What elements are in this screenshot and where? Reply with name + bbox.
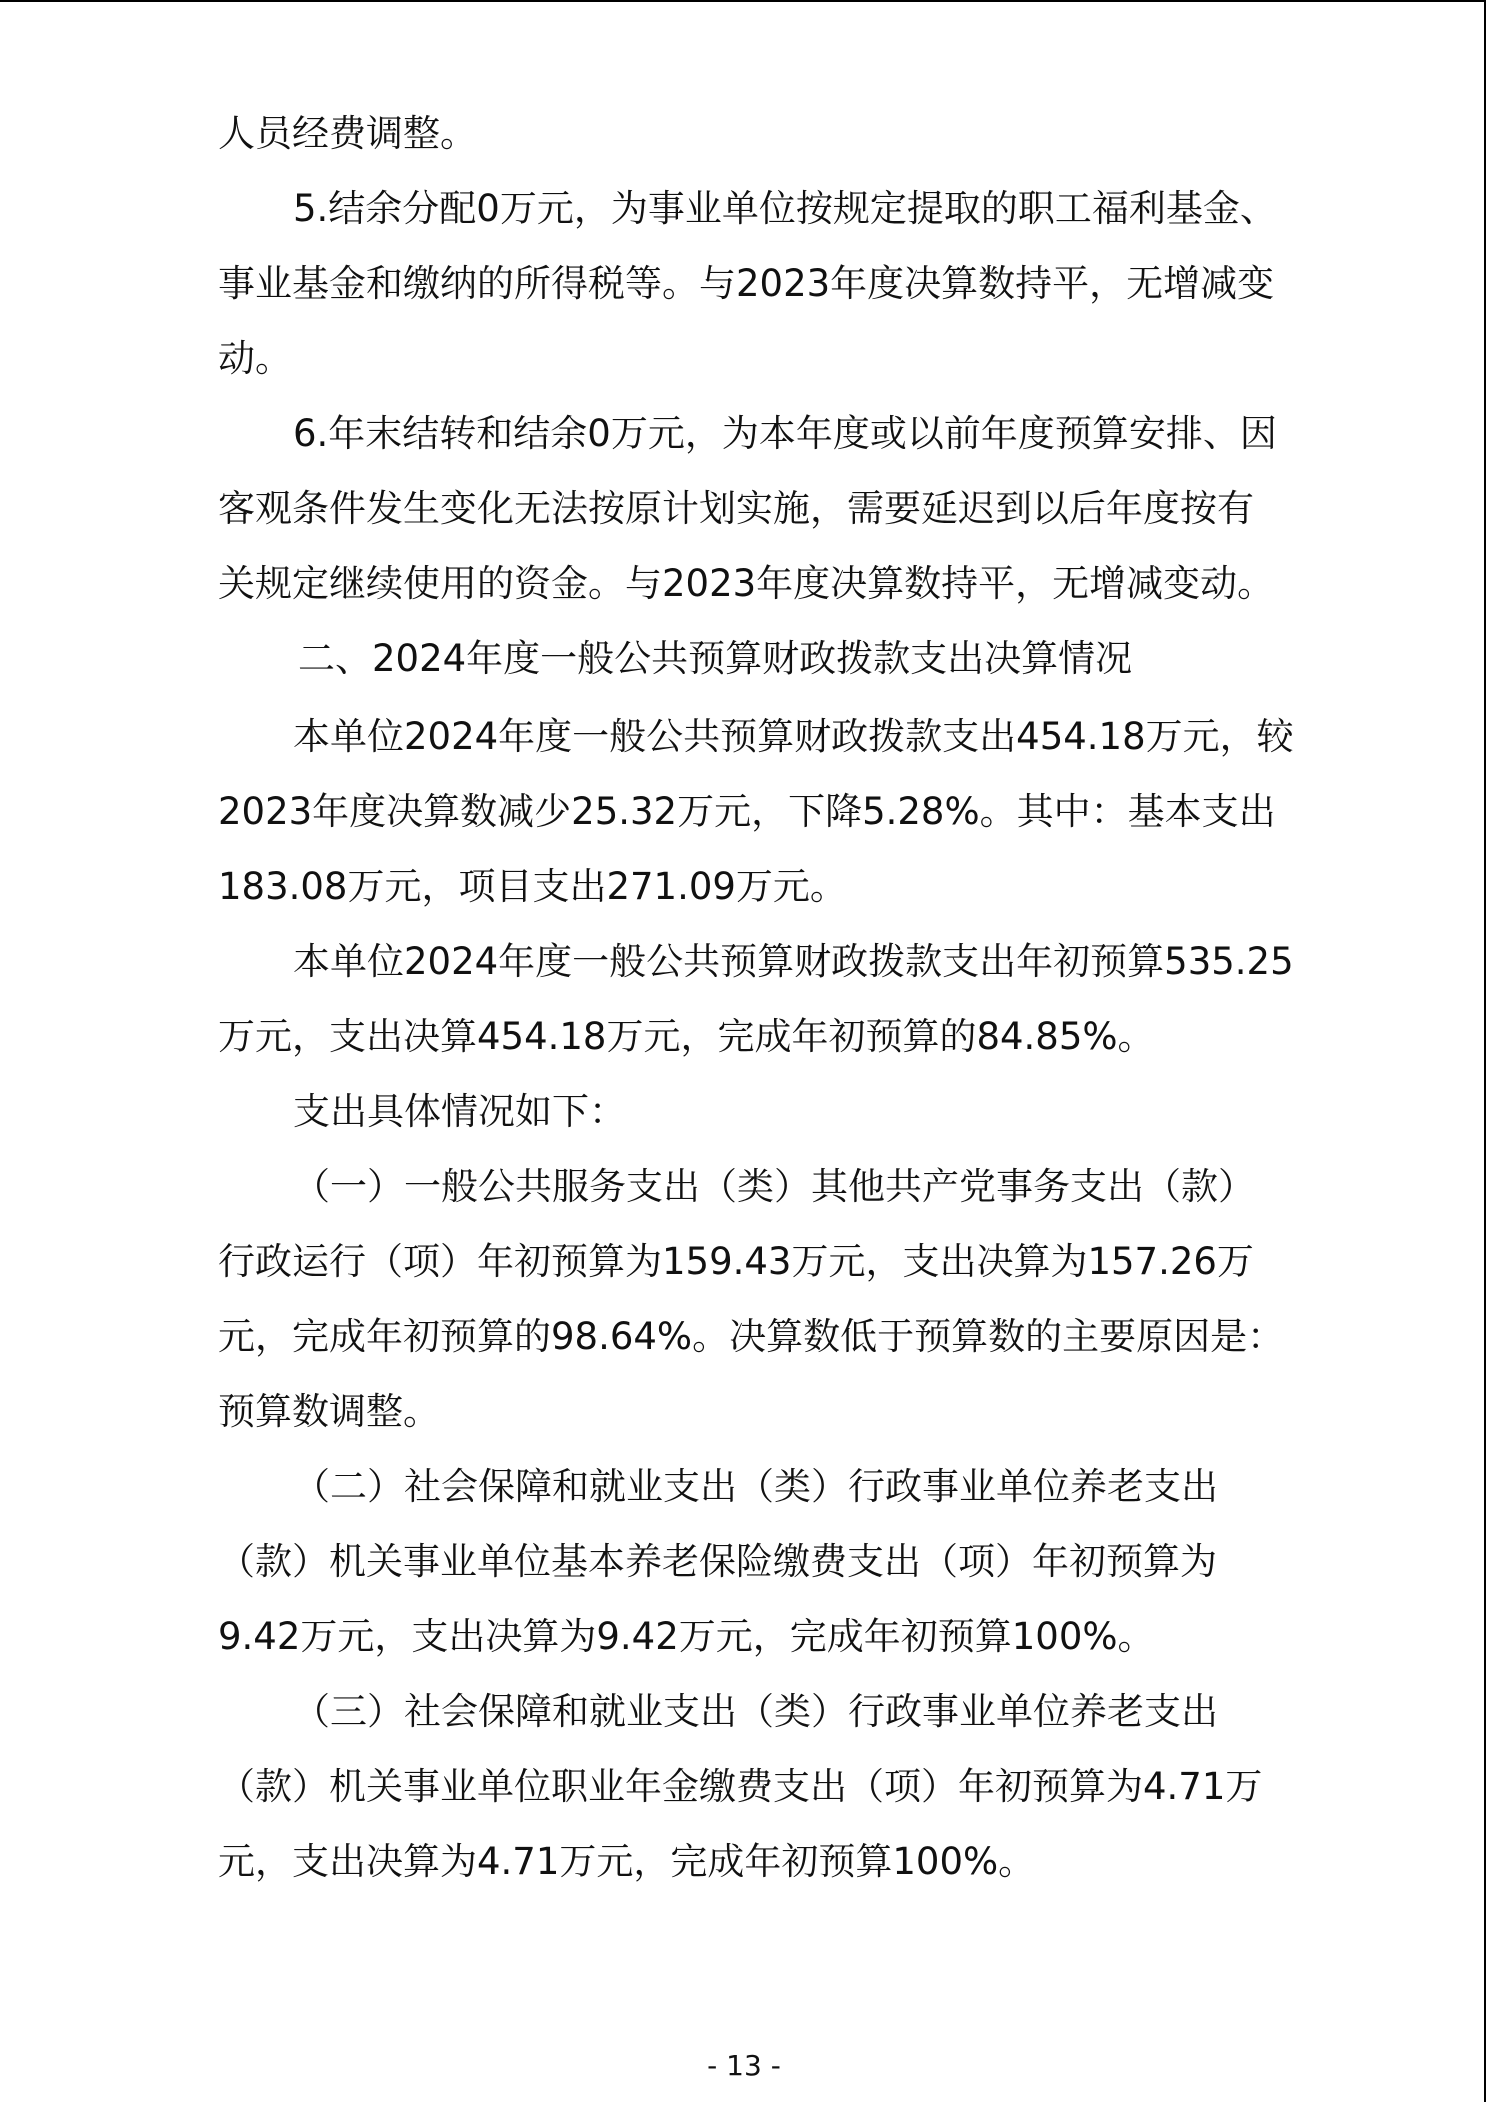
- paragraph-item-1: [218, 1149, 1288, 1449]
- text-line: 动。: [218, 337, 292, 380]
- text-line: 关规定继续使用的资金。与2023年度决算数持平，无增减变动。: [218, 562, 1275, 605]
- text-line: （款）机关事业单位基本养老保险缴费支出（项）年初预算为: [218, 1540, 1217, 1583]
- text-line: 元，完成年初预算的98.64%。决算数低于预算数的主要原因是：: [218, 1315, 1285, 1358]
- text-line: 5.结余分配0万元，为事业单位按规定提取的职工福利基金、: [293, 187, 1277, 230]
- text-line: 客观条件发生变化无法按原计划实施，需要延迟到以后年度按有: [218, 487, 1254, 530]
- text-line: 183.08万元，项目支出271.09万元。: [218, 865, 847, 908]
- text-line: 6.年末结转和结余0万元，为本年度或以前年度预算安排、因: [293, 412, 1277, 455]
- text-line: 本单位2024年度一般公共预算财政拨款支出年初预算535.25: [293, 940, 1294, 983]
- page-number: - 13 -: [707, 2049, 781, 2082]
- paragraph-budget-completion: [218, 924, 1294, 1074]
- text-line: 本单位2024年度一般公共预算财政拨款支出454.18万元，较: [293, 715, 1294, 758]
- text-line: 2023年度决算数减少25.32万元，下降5.28%。其中：基本支出: [218, 790, 1276, 833]
- text-line: （款）机关事业单位职业年金缴费支出（项）年初预算为4.71万: [218, 1765, 1263, 1808]
- text-line: 预算数调整。: [218, 1390, 440, 1433]
- text-line: 9.42万元，支出决算为9.42万元，完成年初预算100%。: [218, 1615, 1155, 1658]
- paragraph-item-2: [218, 1449, 1288, 1674]
- text-line: 元，支出决算为4.71万元，完成年初预算100%。: [218, 1840, 1036, 1883]
- paragraph-details-intro: [218, 1074, 1288, 1149]
- text-line: 事业基金和缴纳的所得税等。与2023年度决算数持平，无增减变: [218, 262, 1275, 305]
- text-line: 人员经费调整。: [218, 112, 477, 155]
- section-heading: 二、2024年度一般公共预算财政拨款支出决算情况: [298, 637, 1133, 680]
- text-line: （一）一般公共服务支出（类）其他共产党事务支出（款）: [293, 1165, 1255, 1208]
- document-body: [218, 96, 1294, 1899]
- paragraph-year-end-carryover: [218, 396, 1288, 621]
- text-line: （二）社会保障和就业支出（类）行政事业单位养老支出: [293, 1465, 1218, 1508]
- paragraph-surplus-distribution: [218, 171, 1288, 396]
- text-line: （三）社会保障和就业支出（类）行政事业单位养老支出: [293, 1690, 1218, 1733]
- text-line: 行政运行（项）年初预算为159.43万元，支出决算为157.26万: [218, 1240, 1254, 1283]
- paragraph-item-3: [218, 1674, 1288, 1899]
- paragraph-staff-cost: [218, 96, 1288, 171]
- paragraph-expenditure-summary: [218, 699, 1294, 924]
- text-line: 支出具体情况如下：: [293, 1090, 626, 1133]
- text-line: 万元，支出决算454.18万元，完成年初预算的84.85%。: [218, 1015, 1155, 1058]
